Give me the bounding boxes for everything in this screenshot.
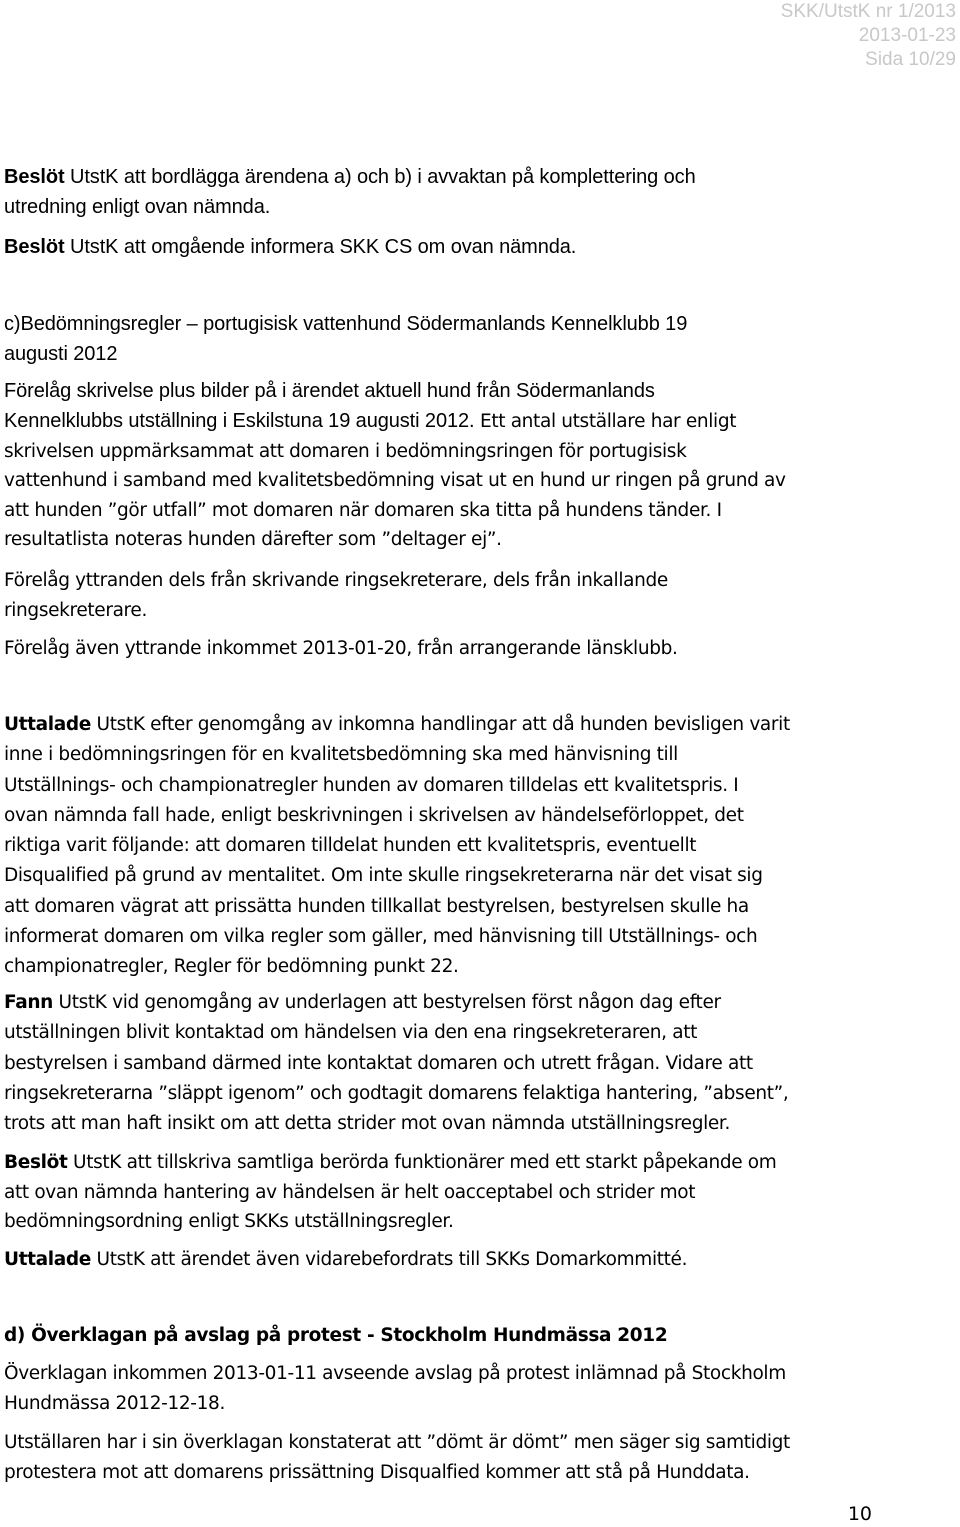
finding-keyword: Fann: [4, 992, 53, 1013]
text-line: UtstK att tillskriva samtliga berörda funktionärer med ett starkt påpekande om: [67, 1152, 777, 1173]
text-line: ringsekreterare.: [4, 599, 147, 621]
section-c-body: [4, 376, 786, 555]
decision-paragraph-3: [4, 1148, 776, 1237]
text-line: att ovan nämnda hantering av händelsen är helt oacceptabel och strider mot: [4, 1181, 696, 1203]
finding-paragraph: [4, 988, 788, 1139]
section-c-yttranden: [4, 566, 668, 625]
text-line: Förelåg yttranden dels från skrivande ringsekreterare, dels från inkallande: [4, 570, 668, 591]
page-header: [781, 0, 956, 72]
text-line: utredning enligt ovan nämnda.: [4, 196, 271, 218]
document-id: SKK/UtstK nr 1/2013: [780, 1, 956, 22]
heading-line: augusti 2012: [4, 343, 118, 365]
text-line: UtstK att ärendet även vidarebefordrats till SKKs Domarkommitté.: [91, 1249, 688, 1270]
statement-keyword: Uttalade: [4, 714, 92, 735]
section-d-heading: [4, 1321, 667, 1351]
text-line: utställningen blivit kontaktad om händelsen via den ena ringsekreteraren, att: [4, 1022, 697, 1044]
text-line: inne i bedömningsringen för en kvalitetsbedömning ska med hänvisning till: [4, 744, 678, 766]
text-line: Förelåg skrivelse plus bilder på i ärendet aktuell hund från Södermanlands: [4, 380, 655, 402]
document-date: 2013-01-23: [858, 25, 956, 46]
text-line: Kennelklubbs utställning i Eskilstuna 19 augusti 2012.: [4, 410, 475, 432]
text-line: resultatlista noteras hunden därefter som ”deltager ej”.: [4, 529, 502, 550]
statement-paragraph-1: [4, 710, 790, 983]
decision-paragraph-1: [4, 162, 696, 222]
text-line: Disqualified på grund av mentalitet. Om inte skulle ringsekreterarna när det visat sig: [4, 865, 763, 887]
text-line: UtstK att omgående informera SKK CS om ovan nämnda.: [64, 236, 577, 258]
text-line: Överklagan inkommen 2013-01-11 avseende avslag på protest inlämnad på Stockholm: [4, 1363, 786, 1384]
text-line: Utställnings- och championatregler hunden av domaren tilldelas ett kvalitetspris. I: [4, 774, 739, 796]
decision-keyword: Beslöt: [4, 1152, 68, 1173]
text-line: ovan nämnda fall hade, enligt beskrivningen i skrivelsen av händelseförloppet, det: [4, 804, 744, 826]
text-line: Ett antal utställare har enligt: [474, 411, 737, 432]
decision-paragraph-2: [4, 232, 576, 262]
text-line: ringsekreterarna ”släppt igenom” och godtagit domarens felaktiga hantering, ”absent”,: [4, 1082, 789, 1104]
page-indicator: Sida 10/29: [865, 49, 956, 70]
text-line: skrivelsen uppmärksammat att domaren i bedömningsringen för portugisisk: [4, 440, 687, 462]
page-number: 10: [847, 1503, 872, 1525]
section-d-paragraph-2: [4, 1428, 790, 1487]
text-line: Utställaren har i sin överklagan konstaterat att ”dömt är dömt” men säger sig samtidigt: [4, 1432, 790, 1453]
text-line: bedömningsordning enligt SKKs utställningsregler.: [4, 1211, 454, 1232]
heading-line: d) Överklagan på avslag på protest - Stockholm Hundmässa 2012: [4, 1325, 668, 1346]
text-line: vattenhund i samband med kvalitetsbedömning visat ut en hund ur ringen på grund av: [4, 470, 786, 491]
text-line: informerat domaren om vilka regler som gäller, med hänvisning till Utställnings- och: [4, 926, 758, 948]
text-line: UtstK vid genomgång av underlagen att bestyrelsen först någon dag efter: [52, 992, 721, 1013]
section-d-paragraph-1: [4, 1359, 786, 1418]
text-line: protestera mot att domarens prissättning Disqualfied kommer att stå på Hunddata.: [4, 1461, 750, 1483]
text-line: riktiga varit följande: att domaren tilldelat hunden ett kvalitetspris, eventuellt: [4, 835, 697, 857]
statement-keyword: Uttalade: [4, 1249, 92, 1270]
text-line: att hunden ”gör utfall” mot domaren när domaren ska titta på hundens tänder. I: [4, 499, 722, 521]
statement-paragraph-2: [4, 1245, 687, 1275]
text-line: bestyrelsen i samband därmed inte kontaktat domaren och utrett frågan. Vidare att: [4, 1052, 753, 1074]
text-line: Förelåg även yttrande inkommet 2013-01-20, från arrangerande länsklubb.: [4, 638, 678, 659]
text-line: UtstK att bordlägga ärendena a) och b) i avvaktan på komplettering och: [64, 166, 696, 188]
decision-keyword: Beslöt: [4, 236, 65, 258]
text-line: trots att man haft insikt om att detta strider mot ovan nämnda utställningsregler.: [4, 1113, 730, 1135]
text-line: att domaren vägrat att prissätta hunden tillkallat bestyrelsen, bestyrelsen skulle ha: [4, 895, 749, 917]
section-c-heading: [4, 309, 687, 369]
decision-keyword: Beslöt: [4, 166, 65, 188]
text-line: UtstK efter genomgång av inkomna handlingar att då hunden bevisligen varit: [91, 714, 790, 735]
heading-line: c)Bedömningsregler – portugisisk vattenhund Södermanlands Kennelklubb 19: [4, 313, 688, 335]
section-c-yttrande: [4, 634, 678, 664]
text-line: Hundmässa 2012-12-18.: [4, 1392, 226, 1414]
text-line: championatregler, Regler för bedömning punkt 22.: [4, 956, 459, 978]
